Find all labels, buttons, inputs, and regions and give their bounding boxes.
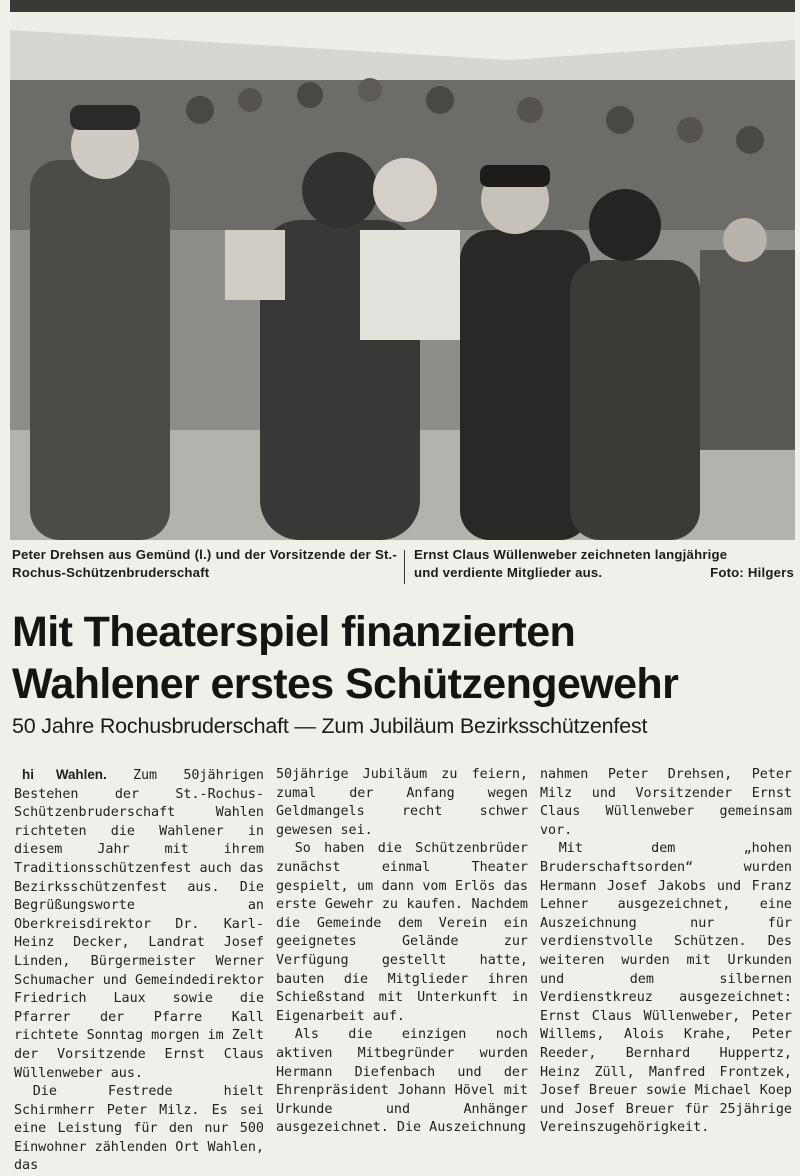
paragraph: Als die einzigen noch aktiven Mitbegründer wurden Hermann Diefenbach und der Ehrenpräsident Johann Hövel mit Urkunde und Anhänger ausgezeichnet. Die Auszeichnung — [276, 1027, 528, 1136]
photo-credit: Foto: Hilgers — [710, 565, 794, 580]
article-column-1 — [14, 766, 264, 1174]
paragraph: Die Festrede hielt Schirmherr Peter Milz. Es sei eine Leistung für den nur 500 Einwohner zählenden Ort Wahlen, das — [14, 1084, 264, 1174]
caption-right — [414, 546, 794, 582]
paragraph — [14, 766, 264, 1083]
article-column-3 — [540, 766, 792, 1138]
photo-caption — [12, 546, 796, 590]
paragraph: nahmen Peter Drehsen, Peter Milz und Vorsitzender Ernst Claus Wüllenweber gemeinsam vor. — [540, 767, 792, 838]
paragraph-text: Zum 50jährigen Bestehen der St.-Rochus-Schützenbruderschaft Wahlen richteten die Wahlener in diesem Jahr mit ihrem Traditionsschützenfest auch das Bezirksschützenfest aus. Die Begrüßungsworte an Oberkreisdirektor Dr. Karl-Heinz Decker, Landrat Josef Linden, Bürgermeister Werner Schumacher und Gemeindedirektor Friedrich Laux sowie die Pfarrer der Pfarre Kall richtete Sonntag morgen im Zelt der Vorsitzende Ernst Claus Wüllenweber aus. — [14, 768, 264, 1081]
news-photo — [10, 0, 795, 540]
article-headline — [12, 606, 796, 710]
paragraph: So haben die Schützenbrüder zunächst einmal Theater gespielt, um dann vom Erlös das erste Gewehr zu kaufen. Nachdem die Gemeinde dem Verein ein geeignetes Gelände zur Verfügung gestellt hatte, bauten die Mitglieder ihren Schießstand mit Unterkunft in Eigenarbeit auf. — [276, 841, 528, 1024]
headline-line1: Mit Theaterspiel finanzierten — [12, 608, 576, 656]
paragraph: Mit dem „hohen Bruderschaftsorden“ wurden Hermann Josef Jakobs und Franz Lehner ausgezeichnet, eine Auszeichnung nur für verdienstvolle Schützen. Des weiteren wurden mit Urkunden und dem silbernen Verdienstkreuz ausgezeichnet: Ernst Claus Wüllenweber, Peter Willems, Alois Krahe, Peter Reeder, Bernhard Huppertz, Heinz Züll, Manfred Frontzek, Josef Breuer sowie Michael Koep und Josef Breuer für 25jährige Vereinszugehörigkeit. — [540, 841, 792, 1136]
caption-right-line2: und verdiente Mitglieder aus. — [414, 565, 603, 580]
caption-right-line1: Ernst Claus Wüllenweber zeichneten langjährige — [414, 547, 728, 562]
caption-left: Peter Drehsen aus Gemünd (l.) und der Vorsitzende der St.-Rochus-Schützenbruderschaft — [12, 547, 397, 580]
photo-image — [10, 0, 795, 540]
article-column-2 — [276, 766, 528, 1138]
article-subheadline: 50 Jahre Rochusbruderschaft — Zum Jubiläum Bezirksschützenfest — [12, 714, 648, 738]
caption-divider — [404, 550, 405, 584]
paragraph: 50jährige Jubiläum zu feiern, zumal der Anfang wegen Geldmangels recht schwer gewesen sei. — [276, 767, 528, 838]
dateline: hi Wahlen. — [22, 767, 107, 782]
headline-line2: Wahlener erstes Schützengewehr — [12, 660, 679, 708]
